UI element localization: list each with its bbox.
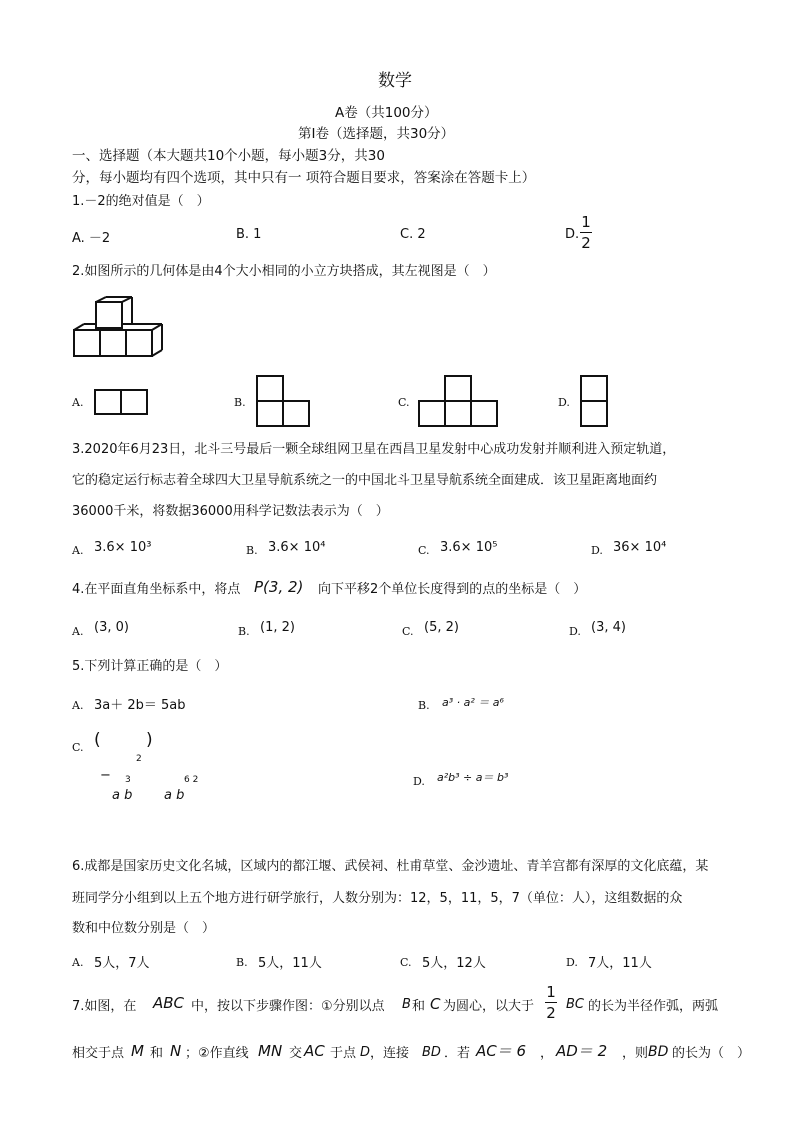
c-ab-right: a b: [164, 788, 185, 803]
q3-option-d: 36× 10⁴: [613, 540, 667, 555]
question-7-bd: BD: [422, 1045, 441, 1060]
q1-option-d-fraction: [580, 213, 592, 252]
page-title: 数学: [378, 71, 412, 91]
q1-option-b: B. 1: [236, 227, 262, 242]
q2-option-b-label: B.: [234, 396, 246, 409]
q4-option-d-label: D.: [569, 625, 581, 638]
q1-option-d: D.: [565, 227, 580, 242]
q6-option-c-label: C.: [400, 956, 412, 969]
question-7-line1-c: 和: [412, 999, 426, 1014]
question-7-sep: ，: [540, 1046, 554, 1061]
q2-option-b-view: [256, 375, 310, 427]
question-7-line2-f: ，连接: [370, 1046, 410, 1061]
question-7-bd-2: BD: [648, 1044, 669, 1060]
fraction-numerator: 1: [546, 983, 556, 1001]
fraction-numerator: 1: [581, 213, 591, 231]
q4-option-c: (5, 2): [424, 620, 459, 635]
c-minus: −: [100, 768, 111, 783]
question-6-stem-line3: 数和中位数分别是（ ）: [72, 921, 216, 936]
question-7-point-b: B: [402, 997, 411, 1012]
q3-option-b-label: B.: [246, 544, 258, 557]
question-7-eq-ac: AC＝ 6: [476, 1042, 527, 1060]
fraction-bar: [580, 232, 592, 233]
question-7-bc: BC: [566, 997, 584, 1012]
q5-option-d-label: D.: [413, 775, 425, 788]
q4-option-c-label: C.: [402, 625, 414, 638]
q4-option-a: (3, 0): [94, 620, 129, 635]
question-7-line2-b: 和: [150, 1046, 164, 1061]
q2-option-a-label: A.: [72, 396, 84, 409]
q6-option-c: 5人，12人: [422, 956, 486, 971]
q5-option-a: 3a＋ 2b＝ 5ab: [94, 698, 186, 713]
question-3-stem-line2: 它的稳定运行标志着全球四大卫星导航系统之一的中国北斗卫星导航系统全面建成．该卫星距离地面约: [72, 473, 658, 488]
question-7-ac: AC: [304, 1042, 325, 1060]
question-6-stem-line1: 6.成都是国家历史文化名城，区域内的都江堰、武侯祠、杜甫草堂、金沙遗址、青羊宫都有深厚的文化底蕴，某: [72, 859, 709, 874]
question-7-line2-c: ；②作直线: [185, 1046, 249, 1061]
q2-option-d-view: [580, 375, 608, 427]
c-power-3: 3: [125, 775, 131, 785]
q1-option-a: A. －2: [72, 231, 111, 246]
q5-option-a-label: A.: [72, 699, 84, 712]
question-7-line2-i: 的长为（ ）: [672, 1046, 751, 1061]
q6-option-a: 5人，7人: [94, 956, 150, 971]
q5-option-b: a³ · a² ＝ a⁶: [442, 696, 504, 709]
q5-option-d: a²b³ ÷ a＝ b³: [437, 771, 509, 784]
question-7-point-m: M: [131, 1042, 144, 1060]
fraction-denominator: 2: [581, 234, 591, 252]
q6-option-b-label: B.: [236, 956, 248, 969]
q3-option-a: 3.6× 10³: [94, 540, 152, 555]
question-7-line2-d: 交: [289, 1046, 303, 1061]
section-instructions-line2: 分，每小题均有四个选项，其中只有一 项符合题目要求，答案涂在答题卡上）: [72, 170, 536, 186]
q6-option-a-label: A.: [72, 956, 84, 969]
q3-option-c-label: C.: [418, 544, 430, 557]
q6-option-b: 5人，11人: [258, 956, 322, 971]
question-7-eq-ad: AD＝ 2: [556, 1042, 608, 1060]
question-7-line1-a: 7.如图，在: [72, 999, 137, 1014]
q4-option-b: (1, 2): [260, 620, 295, 635]
q5-option-b-label: B.: [418, 699, 430, 712]
q3-option-c: 3.6× 10⁵: [440, 540, 498, 555]
question-3-stem-line3: 36000千米，将数据36000用科学记数法表示为（ ）: [72, 504, 389, 519]
question-2-stem: 2.如图所示的几何体是由4个大小相同的小立方块搭成，其左视图是（ ）: [72, 264, 496, 279]
question-7-point-c: C: [430, 995, 441, 1013]
question-7-line2-a: 相交于点: [72, 1046, 125, 1061]
q2-option-d-label: D.: [558, 396, 570, 409]
q2-option-c-label: C.: [398, 396, 410, 409]
q2-option-c-view: [418, 375, 498, 427]
q6-option-d-label: D.: [566, 956, 578, 969]
part-heading: 第Ⅰ卷（选择题，共30分）: [298, 126, 455, 142]
q3-option-a-label: A.: [72, 544, 84, 557]
question-7-mn: MN: [258, 1042, 283, 1060]
question-7-point-n: N: [170, 1042, 182, 1060]
q5-option-c-label: C.: [72, 741, 84, 754]
question-7-line2-e: 于点: [330, 1046, 357, 1061]
fraction-bar: [545, 1002, 557, 1003]
c-exponent: 2: [136, 754, 142, 764]
section-instructions-line1: 一、选择题（本大题共10个小题，每小题3分，共30: [72, 148, 385, 164]
question-1-stem: 1.－2的绝对值是（ ）: [72, 194, 210, 209]
question-6-stem-line2: 班同学分小组到以上五个地方进行研学旅行，人数分别为：12，5，11，5，7（单位：人），这组数据的众: [72, 891, 683, 906]
question-7-point-d: D: [360, 1045, 371, 1060]
question-7-line1-e: 的长为半径作弧，两弧: [588, 999, 719, 1014]
question-4-stem-post: 向下平移2个单位长度得到的点的坐标是（ ）: [318, 582, 587, 597]
question-7-fraction: [545, 983, 557, 1022]
q6-option-d: 7人，11人: [588, 956, 652, 971]
q3-option-b: 3.6× 10⁴: [268, 540, 326, 555]
q5-option-c-expression: [92, 730, 212, 810]
question-3-stem-line1: 3.2020年6月23日，北斗三号最后一颗全球组网卫星在西昌卫星发射中心成功发射并顺利进入预定轨道，: [72, 442, 676, 457]
q4-option-d: (3, 4): [591, 620, 626, 635]
question-7-triangle: ABC: [153, 994, 185, 1012]
geometry-solid-figure: [70, 296, 170, 360]
c-right-paren: ): [146, 730, 153, 750]
q4-option-a-label: A.: [72, 625, 84, 638]
c-power-6-2: 6 2: [184, 775, 199, 785]
q3-option-d-label: D.: [591, 544, 603, 557]
question-4-point: P(3, 2): [254, 578, 304, 596]
fraction-denominator: 2: [546, 1004, 556, 1022]
q4-option-b-label: B.: [238, 625, 250, 638]
q2-option-a-view: [94, 389, 148, 415]
question-7-line2-g: ．若: [444, 1046, 471, 1061]
question-7-line2-h: ，则: [622, 1046, 649, 1061]
q1-option-c: C. 2: [400, 227, 426, 242]
question-5-stem: 5.下列计算正确的是（ ）: [72, 659, 228, 674]
question-7-line1-d: 为圆心，以大于: [443, 999, 535, 1014]
question-4-stem-pre: 4.在平面直角坐标系中，将点: [72, 582, 241, 597]
c-left-paren: (: [94, 730, 101, 750]
c-ab-left: a b: [112, 788, 133, 803]
paper-subtitle: A卷（共100分）: [335, 105, 438, 121]
question-7-line1-b: 中，按以下步骤作图：①分别以点: [191, 999, 385, 1014]
